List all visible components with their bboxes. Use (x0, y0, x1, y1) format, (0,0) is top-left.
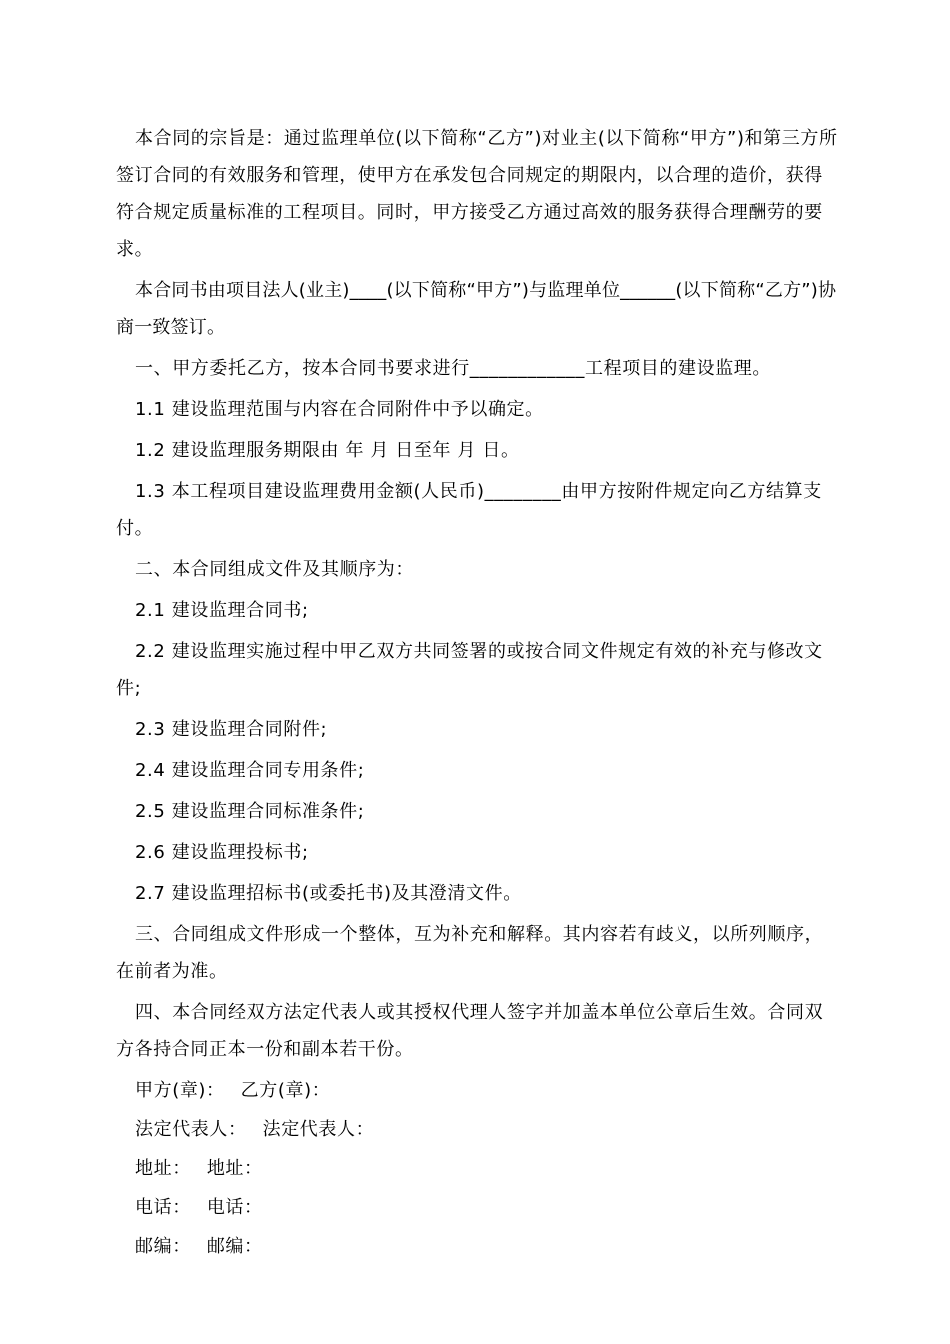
clause-4: 四、本合同经双方法定代表人或其授权代理人签字并加盖本单位公章后生效。合同双方各持合同正本一份和副本若干份。 (116, 1002, 824, 1060)
party-a-seal-label: 甲方(章)： (135, 1080, 225, 1101)
party-b-seal-label: 乙方(章)： (240, 1080, 331, 1101)
signature-row-postcode (116, 1228, 838, 1265)
party-a-phone-label: 电话： (135, 1197, 191, 1218)
clause-1-2: 1.2 建设监理服务期限由 年 月 日至年 月 日。 (135, 440, 520, 461)
party-a-address-label: 地址： (135, 1158, 191, 1179)
clause-2-1: 2.1 建设监理合同书; (135, 600, 309, 621)
clause-2: 二、本合同组成文件及其顺序为： (135, 559, 414, 580)
party-a-representative-label: 法定代表人： (135, 1119, 247, 1140)
clause-1-1: 1.1 建设监理范围与内容在合同附件中予以确定。 (135, 399, 544, 420)
party-b-address-label: 地址： (206, 1158, 263, 1179)
parties-paragraph: 本合同书由项目法人(业主)____(以下简称“甲方”)与监理单位______(以下简称“乙方”)协商一致签订。 (116, 280, 837, 338)
clause-1-3: 1.3 本工程项目建设监理费用金额(人民币)________由甲方按附件规定向乙方结算支付。 (116, 481, 822, 539)
clause-2-5: 2.5 建设监理合同标准条件; (135, 801, 365, 822)
party-b-representative-label: 法定代表人： (262, 1119, 375, 1140)
party-b-phone-label: 电话： (206, 1197, 263, 1218)
clause-2-3: 2.3 建设监理合同附件; (135, 719, 328, 740)
clause-2-4: 2.4 建设监理合同专用条件; (135, 760, 365, 781)
clause-1: 一、甲方委托乙方，按本合同书要求进行____________工程项目的建设监理。 (135, 358, 771, 379)
contract-body (116, 120, 838, 1267)
purpose-paragraph: 本合同的宗旨是：通过监理单位(以下简称“乙方”)对业主(以下简称“甲方”)和第三方所签订合同的有效服务和管理，使甲方在承发包合同规定的期限内，以合理的造价，获得符合规定质量标准的工程项目。同时，甲方接受乙方通过高效的服务获得合理酬劳的要求。 (116, 128, 838, 260)
signature-row-address (116, 1150, 838, 1187)
clause-3: 三、合同组成文件形成一个整体，互为补充和解释。其内容若有歧义，以所列顺序，在前者为准。 (116, 924, 824, 982)
signature-row-phone (116, 1189, 838, 1226)
clause-2-6: 2.6 建设监理投标书; (135, 842, 309, 863)
party-b-postcode-label: 邮编： (206, 1236, 263, 1257)
signature-row-seal (116, 1072, 838, 1109)
clause-2-2: 2.2 建设监理实施过程中甲乙双方共同签署的或按合同文件规定有效的补充与修改文件; (116, 641, 823, 699)
clause-2-7: 2.7 建设监理招标书(或委托书)及其澄清文件。 (135, 883, 522, 904)
signature-row-representative (116, 1111, 838, 1148)
party-a-postcode-label: 邮编： (135, 1236, 191, 1257)
